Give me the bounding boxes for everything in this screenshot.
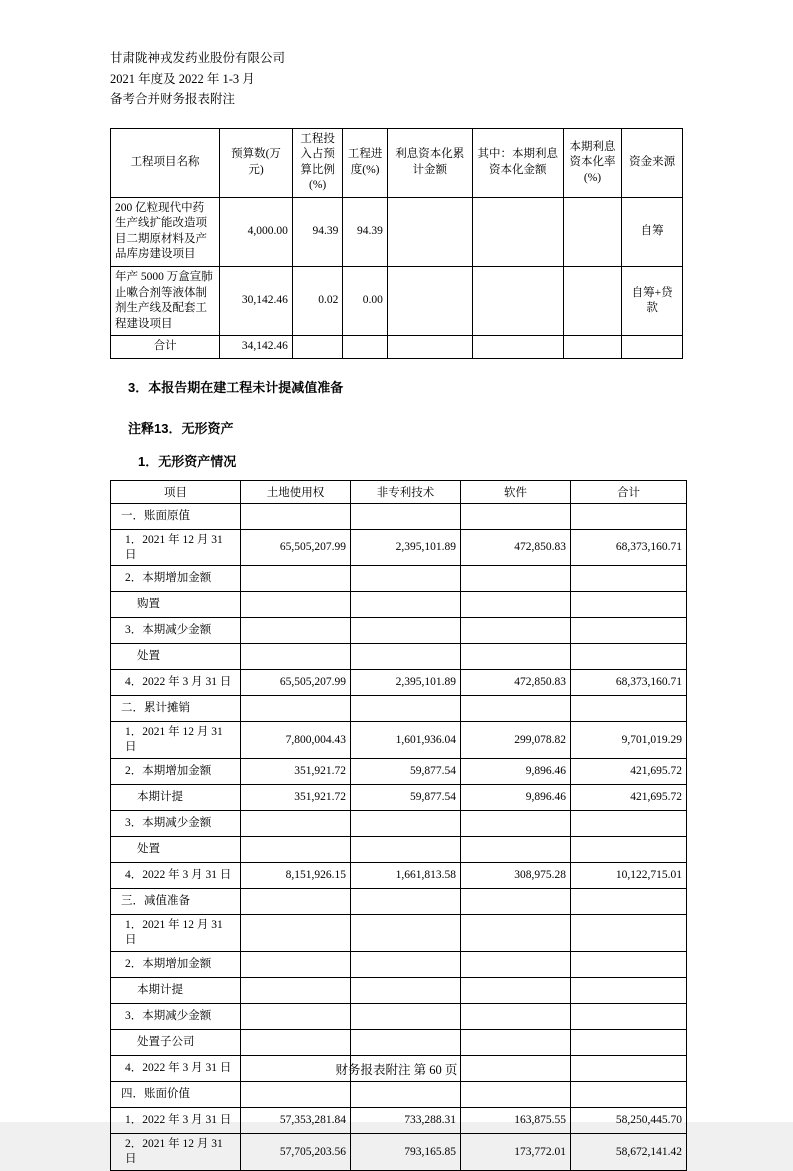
- cell-total: 58,250,445.70: [571, 1108, 687, 1134]
- report-type: 备考合并财务报表附注: [110, 92, 236, 107]
- cell-interest-rate: [563, 197, 622, 266]
- cell-software: [461, 1004, 571, 1030]
- cell-land-use-rights: [241, 592, 351, 618]
- table-row: [111, 915, 687, 952]
- cell-land-use-rights: [241, 1004, 351, 1030]
- cell-non-patent-tech: [351, 811, 461, 837]
- cell-total: [571, 1082, 687, 1108]
- col-funding-source: 资金来源: [622, 128, 683, 197]
- cell-land-use-rights: [241, 644, 351, 670]
- cell-land-use-rights: 351,921.72: [241, 759, 351, 785]
- cell-software: [461, 696, 571, 722]
- cell-software: [461, 618, 571, 644]
- col-total: 合计: [571, 480, 687, 503]
- cell-software: [461, 889, 571, 915]
- cell-item-label: 1．2021 年 12 月 31 日: [111, 915, 241, 952]
- cell-total: [571, 915, 687, 952]
- cell-total: 58,672,141.42: [571, 1134, 687, 1171]
- cell-total-funding-source: [622, 336, 683, 359]
- cell-funding-source: 自筹+贷款: [622, 267, 683, 336]
- cell-total-label: 合计: [111, 336, 220, 359]
- table-row: [111, 889, 687, 915]
- cell-software: [461, 837, 571, 863]
- cell-item-label: 1．2021 年 12 月 31 日: [111, 722, 241, 759]
- cell-land-use-rights: 65,505,207.99: [241, 529, 351, 566]
- cell-non-patent-tech: 1,661,813.58: [351, 863, 461, 889]
- cell-land-use-rights: 65,505,207.99: [241, 670, 351, 696]
- cell-software: 472,850.83: [461, 670, 571, 696]
- cell-project-name: 年产 5000 万盒宣肺止嗽合剂等液体制剂生产线及配套工程建设项目: [111, 267, 220, 336]
- cell-land-use-rights: [241, 566, 351, 592]
- cell-non-patent-tech: [351, 1030, 461, 1056]
- cell-software: 308,975.28: [461, 863, 571, 889]
- table-header-row: [111, 480, 687, 503]
- table-row: [111, 566, 687, 592]
- cell-total: [571, 889, 687, 915]
- cell-non-patent-tech: [351, 837, 461, 863]
- cell-non-patent-tech: [351, 978, 461, 1004]
- cell-land-use-rights: [241, 889, 351, 915]
- cell-item-label: 2．本期增加金额: [111, 566, 241, 592]
- cell-software: [461, 644, 571, 670]
- cell-land-use-rights: 8,151,926.15: [241, 863, 351, 889]
- cell-total: 421,695.72: [571, 759, 687, 785]
- table-row: [111, 863, 687, 889]
- cell-item-label: 购置: [111, 592, 241, 618]
- col-budget: 预算数(万元): [220, 128, 293, 197]
- cell-software: [461, 592, 571, 618]
- cell-non-patent-tech: 793,165.85: [351, 1134, 461, 1171]
- cell-total: [571, 1004, 687, 1030]
- cell-software: [461, 952, 571, 978]
- table-row: [111, 1082, 687, 1108]
- cell-total-progress: [343, 336, 387, 359]
- cell-non-patent-tech: [351, 696, 461, 722]
- cell-item-label: 4．2022 年 3 月 31 日: [111, 1056, 241, 1082]
- cell-total: [571, 592, 687, 618]
- table-header-row: [111, 128, 683, 197]
- cell-interest-period: [472, 267, 563, 336]
- document-header: [110, 48, 683, 110]
- heading-note-13: 注释13．无形资产: [128, 420, 234, 436]
- cell-progress: 94.39: [343, 197, 387, 266]
- cell-total: 68,373,160.71: [571, 670, 687, 696]
- cell-non-patent-tech: [351, 503, 461, 529]
- cell-software: 163,875.55: [461, 1108, 571, 1134]
- cell-item-label: 四．账面价值: [111, 1082, 241, 1108]
- table-row: [111, 1004, 687, 1030]
- cell-total-interest-period: [472, 336, 563, 359]
- cell-total-interest-total: [387, 336, 472, 359]
- cell-total-ratio: [292, 336, 343, 359]
- cell-non-patent-tech: [351, 915, 461, 952]
- cell-software: [461, 566, 571, 592]
- cell-software: 472,850.83: [461, 529, 571, 566]
- col-non-patent-tech: 非专利技术: [351, 480, 461, 503]
- cell-item-label: 三．减值准备: [111, 889, 241, 915]
- col-project-name: 工程项目名称: [111, 128, 220, 197]
- cell-non-patent-tech: 2,395,101.89: [351, 670, 461, 696]
- cell-interest-rate: [563, 267, 622, 336]
- cell-total: [571, 503, 687, 529]
- cell-investment-ratio: 0.02: [292, 267, 343, 336]
- cell-non-patent-tech: 2,395,101.89: [351, 529, 461, 566]
- table-row: [111, 529, 687, 566]
- cell-item-label: 2．本期增加金额: [111, 759, 241, 785]
- cell-item-label: 处置: [111, 837, 241, 863]
- cell-total: 9,701,019.29: [571, 722, 687, 759]
- cell-software: 9,896.46: [461, 759, 571, 785]
- table-row: [111, 618, 687, 644]
- table-row: [111, 759, 687, 785]
- cell-software: [461, 811, 571, 837]
- cell-non-patent-tech: [351, 889, 461, 915]
- cell-funding-source: 自筹: [622, 197, 683, 266]
- heading-item-3: 3．本报告期在建工程未计提减值准备: [128, 379, 344, 395]
- construction-in-progress-table: [110, 128, 683, 359]
- cell-land-use-rights: [241, 618, 351, 644]
- cell-software: [461, 978, 571, 1004]
- table-row: [111, 644, 687, 670]
- cell-total-budget: 34,142.46: [220, 336, 293, 359]
- cell-non-patent-tech: [351, 952, 461, 978]
- table-row: [111, 592, 687, 618]
- cell-non-patent-tech: [351, 644, 461, 670]
- cell-total: 10,122,715.01: [571, 863, 687, 889]
- cell-total: [571, 952, 687, 978]
- cell-land-use-rights: 7,800,004.43: [241, 722, 351, 759]
- company-name: 甘肃陇神戎发药业股份有限公司: [110, 51, 286, 65]
- cell-land-use-rights: [241, 503, 351, 529]
- cell-item-label: 处置子公司: [111, 1030, 241, 1056]
- table-row: [111, 267, 683, 336]
- cell-item-label: 1．2021 年 12 月 31 日: [111, 529, 241, 566]
- cell-total: [571, 566, 687, 592]
- cell-item-label: 1．2022 年 3 月 31 日: [111, 1108, 241, 1134]
- table-row: [111, 785, 687, 811]
- cell-item-label: 4．2022 年 3 月 31 日: [111, 863, 241, 889]
- cell-budget: 4,000.00: [220, 197, 293, 266]
- cell-interest-period: [472, 197, 563, 266]
- cell-project-name: 200 亿粒现代中药生产线扩能改造项目二期原材料及产品库房建设项目: [111, 197, 220, 266]
- cell-total: [571, 696, 687, 722]
- cell-progress: 0.00: [343, 267, 387, 336]
- cell-investment-ratio: 94.39: [292, 197, 343, 266]
- cell-land-use-rights: [241, 837, 351, 863]
- cell-interest-total: [387, 197, 472, 266]
- cell-total: 68,373,160.71: [571, 529, 687, 566]
- cell-land-use-rights: [241, 915, 351, 952]
- cell-non-patent-tech: [351, 1004, 461, 1030]
- heading-note-13-sub-1: 1．无形资产情况: [138, 453, 237, 469]
- cell-item-label: 4．2022 年 3 月 31 日: [111, 670, 241, 696]
- col-interest-capitalized-period: 其中：本期利息资本化金额: [472, 128, 563, 197]
- cell-item-label: 2．2021 年 12 月 31 日: [111, 1134, 241, 1171]
- report-period: 2021 年度及 2022 年 1-3 月: [110, 71, 255, 86]
- cell-software: [461, 1082, 571, 1108]
- cell-item-label: 一．账面原值: [111, 503, 241, 529]
- cell-item-label: 3．本期减少金额: [111, 618, 241, 644]
- cell-item-label: 处置: [111, 644, 241, 670]
- cell-budget: 30,142.46: [220, 267, 293, 336]
- col-interest-capitalized-total: 利息资本化累计金额: [387, 128, 472, 197]
- cell-item-label: 3．本期减少金额: [111, 811, 241, 837]
- cell-item-label: 二．累计摊销: [111, 696, 241, 722]
- table-row: [111, 837, 687, 863]
- table-row: [111, 696, 687, 722]
- table-row: [111, 197, 683, 266]
- cell-non-patent-tech: 1,601,936.04: [351, 722, 461, 759]
- cell-item-label: 3．本期减少金额: [111, 1004, 241, 1030]
- cell-interest-total: [387, 267, 472, 336]
- table-row: [111, 722, 687, 759]
- cell-software: 299,078.82: [461, 722, 571, 759]
- table-row: [111, 670, 687, 696]
- cell-software: [461, 915, 571, 952]
- page-footer: 财务报表附注 第 60 页: [335, 1063, 458, 1077]
- col-item: 项目: [111, 480, 241, 503]
- cell-total: [571, 837, 687, 863]
- col-interest-capitalization-rate: 本期利息资本化率(%): [563, 128, 622, 197]
- cell-software: [461, 503, 571, 529]
- table-row: [111, 1030, 687, 1056]
- cell-item-label: 本期计提: [111, 785, 241, 811]
- col-progress: 工程进度(%): [343, 128, 387, 197]
- cell-non-patent-tech: 733,288.31: [351, 1108, 461, 1134]
- cell-land-use-rights: 351,921.72: [241, 785, 351, 811]
- cell-software: 9,896.46: [461, 785, 571, 811]
- cell-item-label: 本期计提: [111, 978, 241, 1004]
- cell-land-use-rights: 57,353,281.84: [241, 1108, 351, 1134]
- col-software: 软件: [461, 480, 571, 503]
- cell-land-use-rights: [241, 811, 351, 837]
- table-total-row: [111, 336, 683, 359]
- table-row: [111, 978, 687, 1004]
- cell-software: 173,772.01: [461, 1134, 571, 1171]
- cell-total: [571, 618, 687, 644]
- cell-land-use-rights: [241, 696, 351, 722]
- cell-land-use-rights: [241, 952, 351, 978]
- cell-software: [461, 1030, 571, 1056]
- cell-non-patent-tech: 59,877.54: [351, 785, 461, 811]
- cell-land-use-rights: [241, 978, 351, 1004]
- col-investment-ratio: 工程投入占预算比例(%): [292, 128, 343, 197]
- cell-total-interest-rate: [563, 336, 622, 359]
- cell-total: [571, 644, 687, 670]
- cell-item-label: 2．本期增加金额: [111, 952, 241, 978]
- table-row: [111, 503, 687, 529]
- cell-non-patent-tech: [351, 592, 461, 618]
- cell-non-patent-tech: [351, 566, 461, 592]
- col-land-use-rights: 土地使用权: [241, 480, 351, 503]
- table-row: [111, 952, 687, 978]
- table-row: [111, 1134, 687, 1171]
- cell-non-patent-tech: [351, 618, 461, 644]
- table-row: [111, 1108, 687, 1134]
- cell-land-use-rights: [241, 1030, 351, 1056]
- cell-land-use-rights: [241, 1082, 351, 1108]
- cell-total: 421,695.72: [571, 785, 687, 811]
- cell-total: [571, 811, 687, 837]
- cell-total: [571, 978, 687, 1004]
- cell-non-patent-tech: 59,877.54: [351, 759, 461, 785]
- table-row: [111, 811, 687, 837]
- cell-land-use-rights: 57,705,203.56: [241, 1134, 351, 1171]
- cell-total: [571, 1030, 687, 1056]
- cell-non-patent-tech: [351, 1082, 461, 1108]
